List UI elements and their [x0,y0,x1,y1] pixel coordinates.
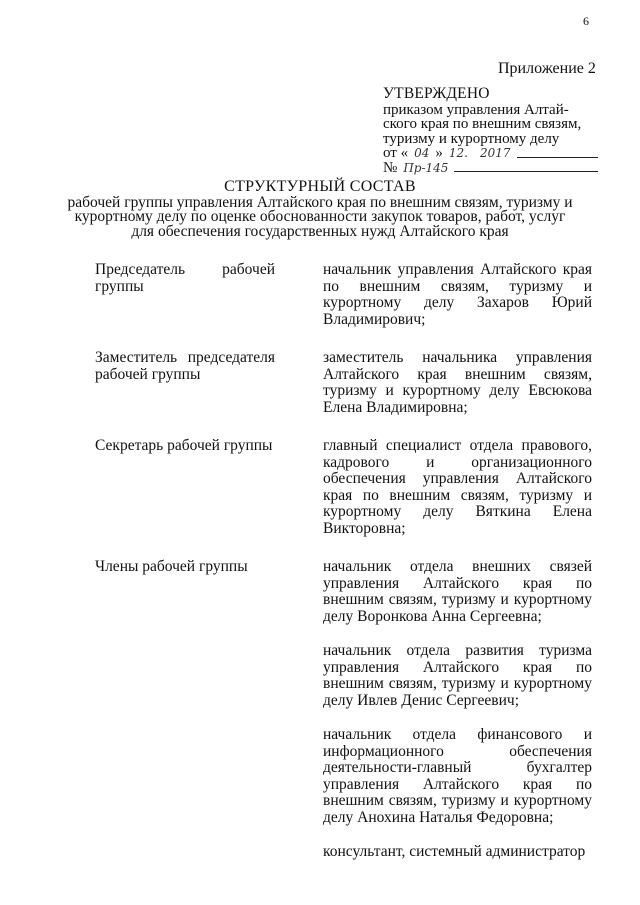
appendix-label: Приложение 2 [498,60,596,77]
handwritten-date-year: 2017 [479,146,511,160]
number-underline [454,170,598,172]
document-subtitle-line: рабочей группы управления Алтайского края по внешним связям, туризму и [67,193,573,211]
member-description: начальник отдела развития туризма управления Алтайского края по внешним связям, туризму и курортному делу Ивлев Денис Сергеевич; [323,642,592,709]
order-line: туризму и курортному делу [383,130,560,147]
date-mid: » [435,145,443,161]
date-underline [517,156,598,158]
handwritten-date-month: 12. [448,146,468,160]
member-row-members [0,559,640,861]
date-prefix: от « [383,145,409,161]
member-description: главный специалист отдела правового, кадрового и организационного обеспечения управления Алтайского края по внешним связям, туризму и курортному делу Вяткина Елена Викторовна; [323,437,592,537]
order-line: приказом управления Алтай- [383,101,569,118]
document-subtitle-line: курортному делу по оценке обоснованности закупок товаров, работ, услуг [74,208,566,225]
member-row-chair [0,262,640,328]
member-role: Председатель рабочей группы [95,261,275,295]
handwritten-date-day: 04 [414,146,430,160]
page-number: 6 [583,14,589,28]
member-row-secretary [0,438,640,537]
member-role: Секретарь рабочей группы [95,437,273,454]
member-row-deputy [0,350,640,416]
order-line: ского края по внешним связям, [383,116,582,132]
order-number-line [383,161,598,176]
member-role: Заместитель председателя рабочей группы [95,349,275,383]
member-description: заместитель начальника управления Алтайского края внешним связям, туризму и курортному делу Евсюкова Елена Владимировна; [323,349,592,416]
handwritten-order-number: Пр-145 [403,160,449,175]
document-title: СТРУКТУРНЫЙ СОСТАВ [224,178,416,195]
approval-stamp-block [383,87,598,175]
member-description: начальник отдела внешних связей управления Алтайского края по внешним связям, туризму и курортному делу Воронкова Анна Сергеевна; [323,558,592,625]
member-description: консультант, системный администратор [323,843,586,860]
approved-heading: УТВЕРЖДЕНО [383,85,490,102]
members-list [0,262,640,861]
number-prefix: № [383,159,398,176]
member-role: Члены рабочей группы [95,558,248,575]
order-date-line [383,146,598,161]
document-heading [30,180,610,239]
document-subtitle-line: для обеспечения государственных нужд Алтайского края [131,222,509,240]
member-description: начальник отдела финансового и информационного обеспечения деятельности-главный бухгалтер управления Алтайского края по внешним связям, туризму и курортному делу Анохина Наталья Федоровна; [323,726,592,826]
member-description: начальник управления Алтайского края по внешним связям, туризму и курортному делу Захаров Юрий Владимирович; [323,261,592,328]
